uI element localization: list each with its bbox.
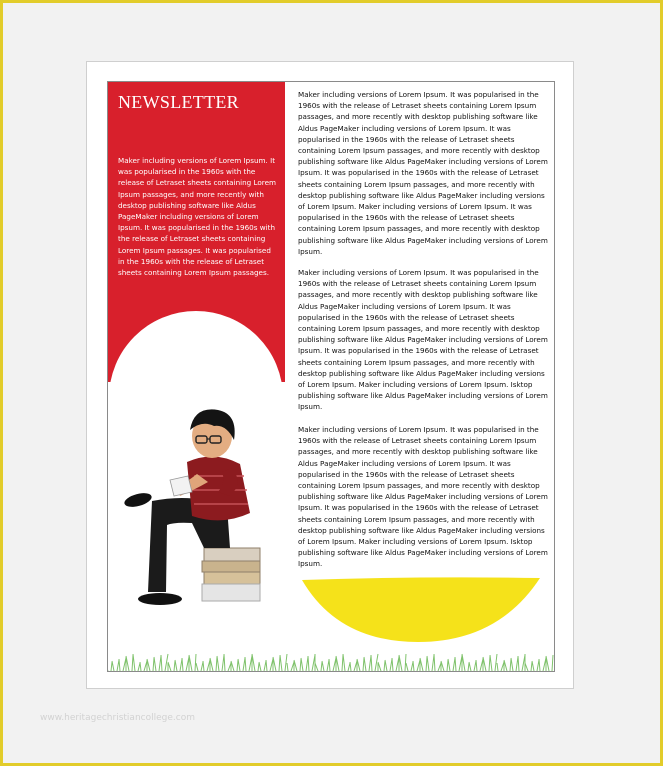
grass-strip [108, 649, 554, 671]
yellow-smile-shape [298, 576, 544, 646]
boy-reading-illustration [122, 398, 272, 608]
grass-blades [108, 654, 553, 671]
sidebar-text: Maker including versions of Lorem Ipsum. It was popularised in the 1960s with the release of Letraset sheets containing Lorem Ipsum passages, and more recently with desktop publishing software like Aldus PageMaker including versions of Lorem Ipsum. It was popularised in the 1960s with the release of Letraset sheets containing Lorem Ipsum passages. It was popularised in the 1960s with the release of Letraset sheets containing Lorem Ipsum passages. [118, 156, 277, 278]
newsletter-title: NEWSLETTER [118, 92, 239, 112]
watermark: www.heritagechristiancollege.com [40, 713, 195, 723]
newsletter-body [107, 81, 555, 672]
article-paragraph-3: Maker including versions of Lorem Ipsum. It was popularised in the 1960s with the release of Letraset sheets containing Lorem Ipsum passages, and more recently with desktop publishing software like Aldus PageMaker including versions of Lorem Ipsum. It was popularised in the 1960s with the release of Letraset sheets containing Lorem Ipsum passages, and more recently with desktop publishing software like Aldus PageMaker including versions of Lorem Ipsum. It was popularised in the 1960s with the release of Letraset sheets containing Lorem Ipsum passages, and more recently with desktop publishing software like Aldus PageMaker including versions of Lorem Ipsum. Maker including versions of Lorem Ipsum. Isktop publishing software like Aldus PageMaker including versions of Lorem Ipsum. [298, 425, 548, 569]
article-paragraph-1: Maker including versions of Lorem Ipsum. It was popularised in the 1960s with the release of Letraset sheets containing Lorem Ipsum passages, and more recently with desktop publishing software like Aldus PageMaker including versions of Lorem Ipsum. It was popularised in the 1960s with the release of Letraset sheets containing Lorem Ipsum passages, and more recently with desktop publishing software like Aldus PageMaker including versions of Lorem Ipsum. It was popularised in the 1960s with the release of Letraset sheets containing Lorem Ipsum passages, and more recently with desktop publishing software like Aldus PageMaker including versions of Lorem Ipsum. Maker including versions of Lorem Ipsum. It was popularised in the 1960s with the release of Letraset sheets containing Lorem Ipsum passages, and more recently with desktop publishing software like Aldus PageMaker including versions of Lorem Ipsum. [298, 90, 548, 256]
article-paragraph-2: Maker including versions of Lorem Ipsum. It was popularised in the 1960s with the release of Letraset sheets containing Lorem Ipsum passages, and more recently with desktop publishing software like Aldus PageMaker including versions of Lorem Ipsum. It was popularised in the 1960s with the release of Letraset sheets containing Lorem Ipsum passages, and more recently with desktop publishing software like Aldus PageMaker including versions of Lorem Ipsum. It was popularised in the 1960s with the release of Letraset sheets containing Lorem Ipsum passages, and more recently with desktop publishing software like Aldus PageMaker including versions of Lorem Ipsum. Maker including versions of Lorem Ipsum. Isktop publishing software like Aldus PageMaker including versions of Lorem Ipsum. [298, 268, 548, 412]
